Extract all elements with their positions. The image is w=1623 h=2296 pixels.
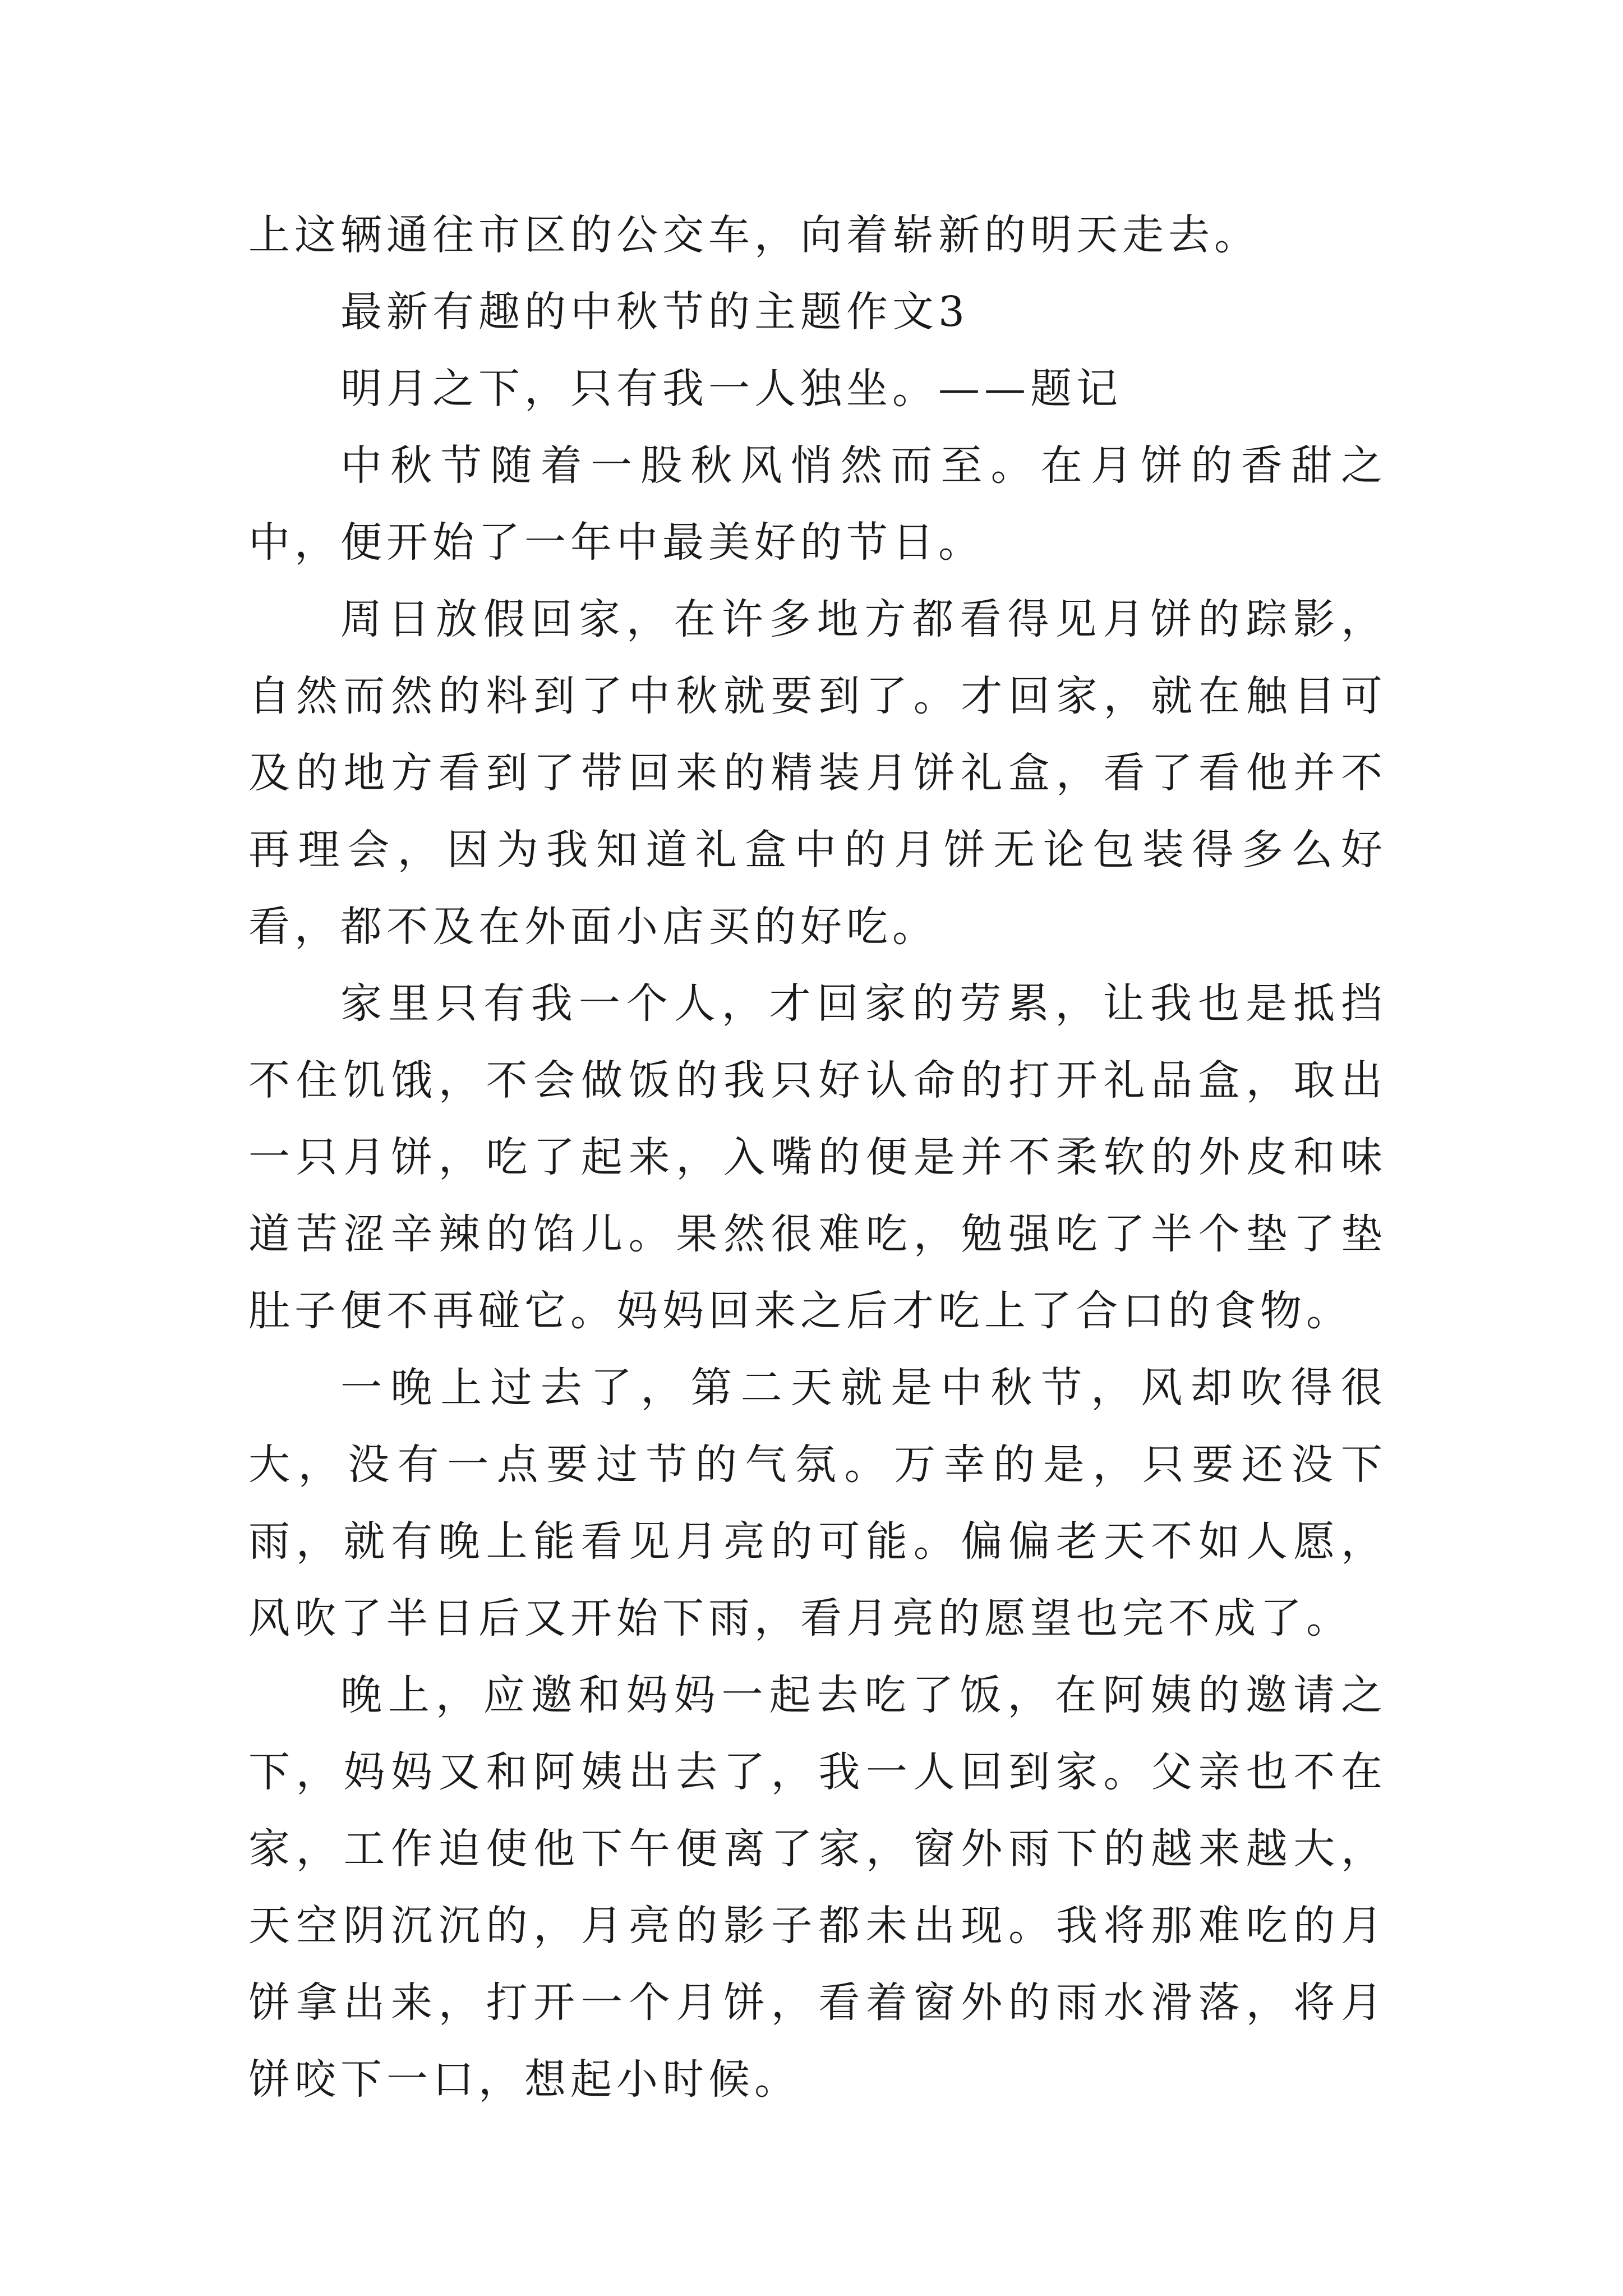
document-body — [248, 197, 1387, 2118]
paragraph: 中秋节随着一股秋风悄然而至。在月饼的香甜之中，便开始了一年中最美好的节日。 — [248, 441, 1387, 567]
paragraph: 一晚上过去了，第二天就是中秋节，风却吹得很大，没有一点要过节的气氛。万幸的是，只要还没下雨，就有晚上能看见月亮的可能。偏偏老天不如人愿，风吹了半日后又开始下雨，看月亮的愿望也完不成了。 — [248, 1364, 1387, 1642]
section-heading: 最新有趣的中秋节的主题作文3 — [340, 288, 970, 336]
paragraph: 上这辆通往市区的公交车，向着崭新的明天走去。 — [248, 211, 1260, 259]
paragraph: 周日放假回家，在许多地方都看得见月饼的踪影，自然而然的料到了中秋就要到了。才回家，就在触目可及的地方看到了带回来的精装月饼礼盒，看了看他并不再理会，因为我知道礼盒中的月饼无论包装得多么好看，都不及在外面小店买的好吃。 — [248, 595, 1387, 951]
paragraph: 家里只有我一个人，才回家的劳累，让我也是抵挡不住饥饿，不会做饭的我只好认命的打开礼品盒，取出一只月饼，吃了起来，入嘴的便是并不柔软的外皮和味道苦涩辛辣的馅儿。果然很难吃，勉强吃了半个垫了垫肚子便不再碰它。妈妈回来之后才吃上了合口的食物。 — [248, 979, 1387, 1335]
paragraph: 晚上，应邀和妈妈一起去吃了饭，在阿姨的邀请之下，妈妈又和阿姨出去了，我一人回到家。父亲也不在家，工作迫使他下午便离了家，窗外雨下的越来越大，天空阴沉沉的，月亮的影子都未出现。我将那难吃的月饼拿出来，打开一个月饼，看着窗外的雨水滑落，将月饼咬下一口，想起小时候。 — [248, 1671, 1387, 2104]
epigraph: 明月之下，只有我一人独坐。——题记 — [340, 365, 1122, 413]
